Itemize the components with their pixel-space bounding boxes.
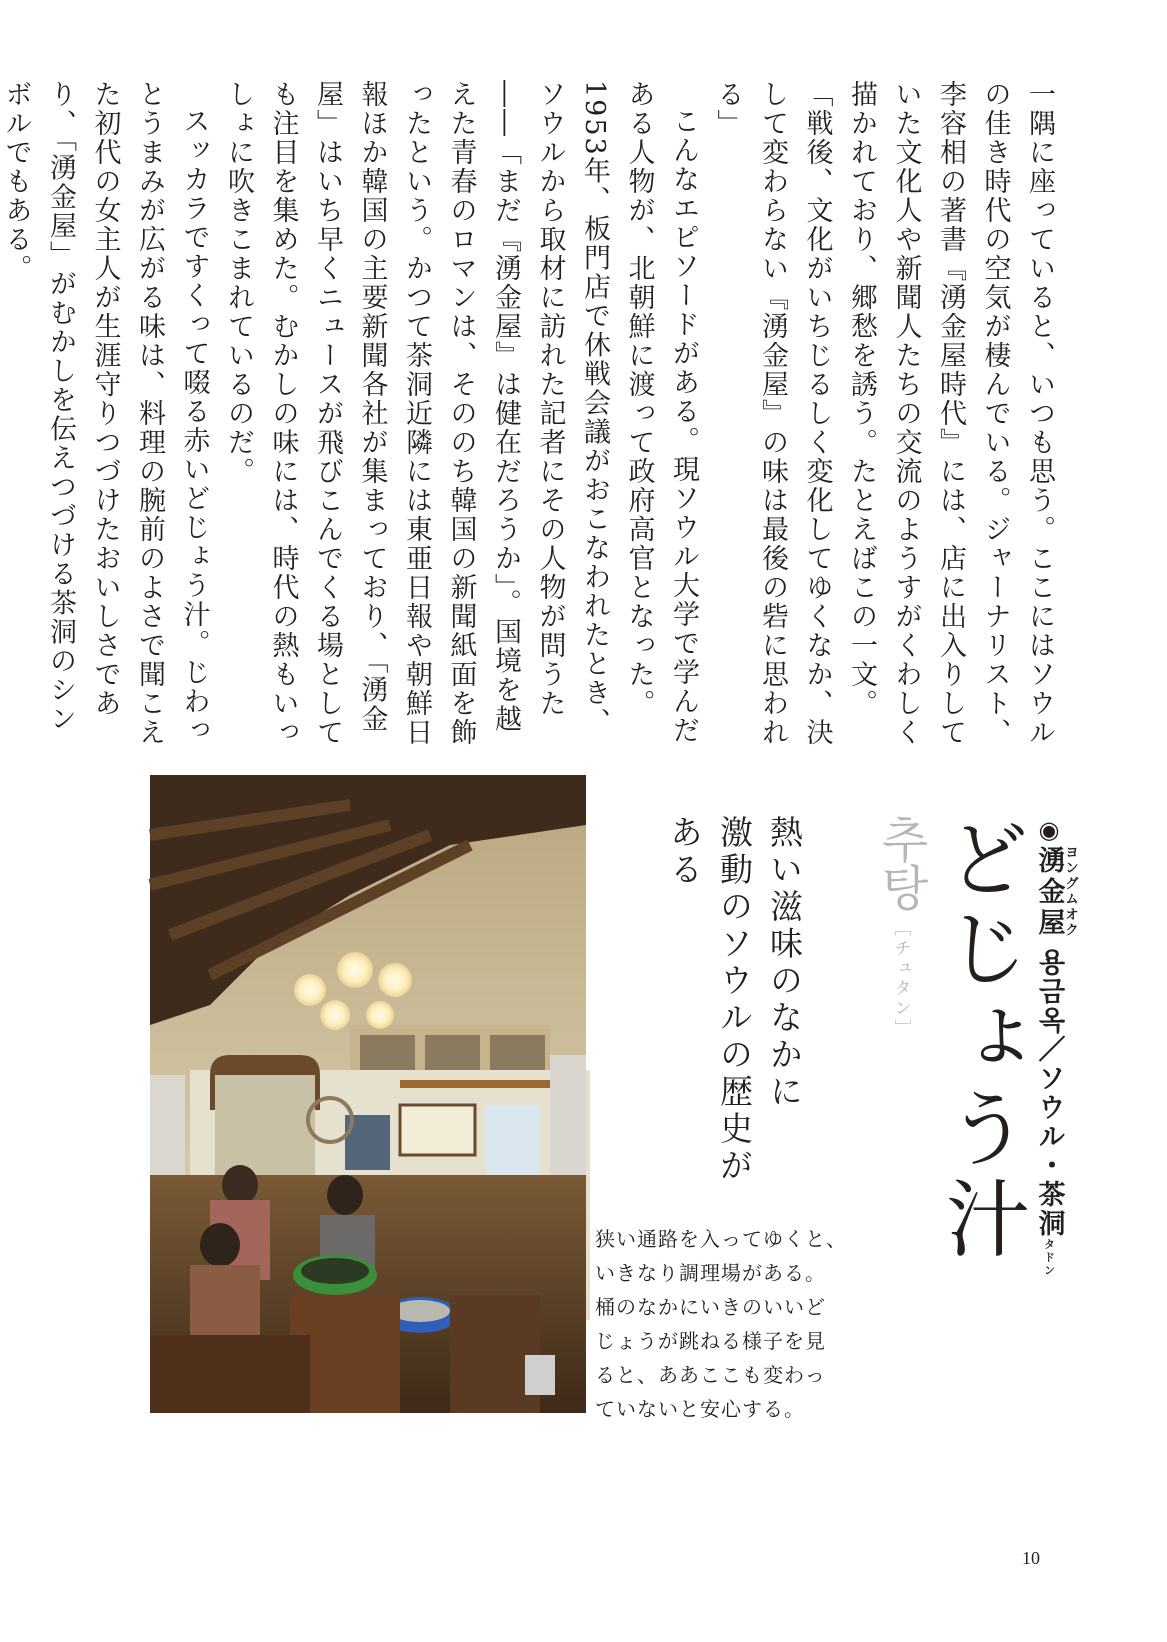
article-heading [868,815,1078,1415]
bullet-icon: ◉ [1034,815,1064,846]
caption-line: ると、ああここも変わっ [595,1363,826,1387]
dish-title: どじょう汁 [932,815,1031,1265]
article-body [0,80,1061,760]
article-paragraph: こんなエピソードがある。現ソウル大学で学んだある人物が、北朝鮮に渡って政府高官となった。1953年、板門店で休戦会議がおこなわれたとき、ソウルから取材に訪れた記者にその人物が問うた――「まだ『湧金屋』は健在だろうか」。国境を越えた青春のロマンは、そののち韓国の新聞紙面を飾ったという。かつて茶洞近隣には東亜日報や朝鮮日報ほか韓国の主要新聞各社が集まっており、「湧金屋」はいち早くニュースが飛びこんでくる場としても注目を集めた。むかしの味には、時代の熱もいっしょに吹きこまれているのだ。 [223,80,699,747]
dish-korean-block [874,815,928,1039]
article-paragraph: 一隅に座っていると、いつも思う。ここにはソウルの佳き時代の空気が棲んでいる。ジャーナリスト、李容相の著書『湧金屋時代』には、店に出入りしていた文化人や新聞人たちの交流のようすがくわしく描かれており、郷愁を誘う。たとえばこの一文。「戦後、文化がいちじるしく変化してゆくなか、決して変わらない『湧金屋』の味は最後の砦に思われる」 [712,80,1055,747]
shop-name-reading: ヨングムオク [1062,845,1078,938]
dish-korean-reading: ［チュタン］ [890,919,911,1039]
restaurant-kitchen-photo [150,775,586,1413]
photo-caption [595,1222,850,1426]
shop-location: ／ソウル・茶洞 [1033,1035,1065,1239]
caption-line: いきなり調理場がある。 [595,1261,826,1285]
page-number: 10 [1022,1548,1040,1568]
article-paragraph: スッカラですくって啜る赤いどじょう汁。じわっとうまみが広がる味は、料理の腕前のよさで聞こえた初代の女主人が生涯守りつづけたおいしさであり、「湧金屋」がむかしを伝えつづける茶洞のシンボルでもある。 [0,80,210,747]
subtitle-line: 激動のソウルの歴史がある [665,815,754,1185]
article-subtitle [659,815,809,1195]
shop-name: 湧金屋ヨングムオク [1033,845,1078,938]
subtitle-line: 熱い滋味のなかに [765,815,804,1111]
caption-line: ていないと安心する。 [595,1397,805,1421]
location-reading: タドン [1042,1238,1056,1278]
caption-line: 狭い通路を入ってゆくと、 [595,1227,847,1251]
caption-line: 桶のなかにいきのいいど [595,1295,826,1319]
dish-korean-name: 추탕 [872,815,929,911]
shop-korean-name: 용금옥 [1033,948,1065,1036]
shop-info [1030,815,1078,1277]
caption-line: じょうが跳ねる様子を見 [595,1329,826,1353]
